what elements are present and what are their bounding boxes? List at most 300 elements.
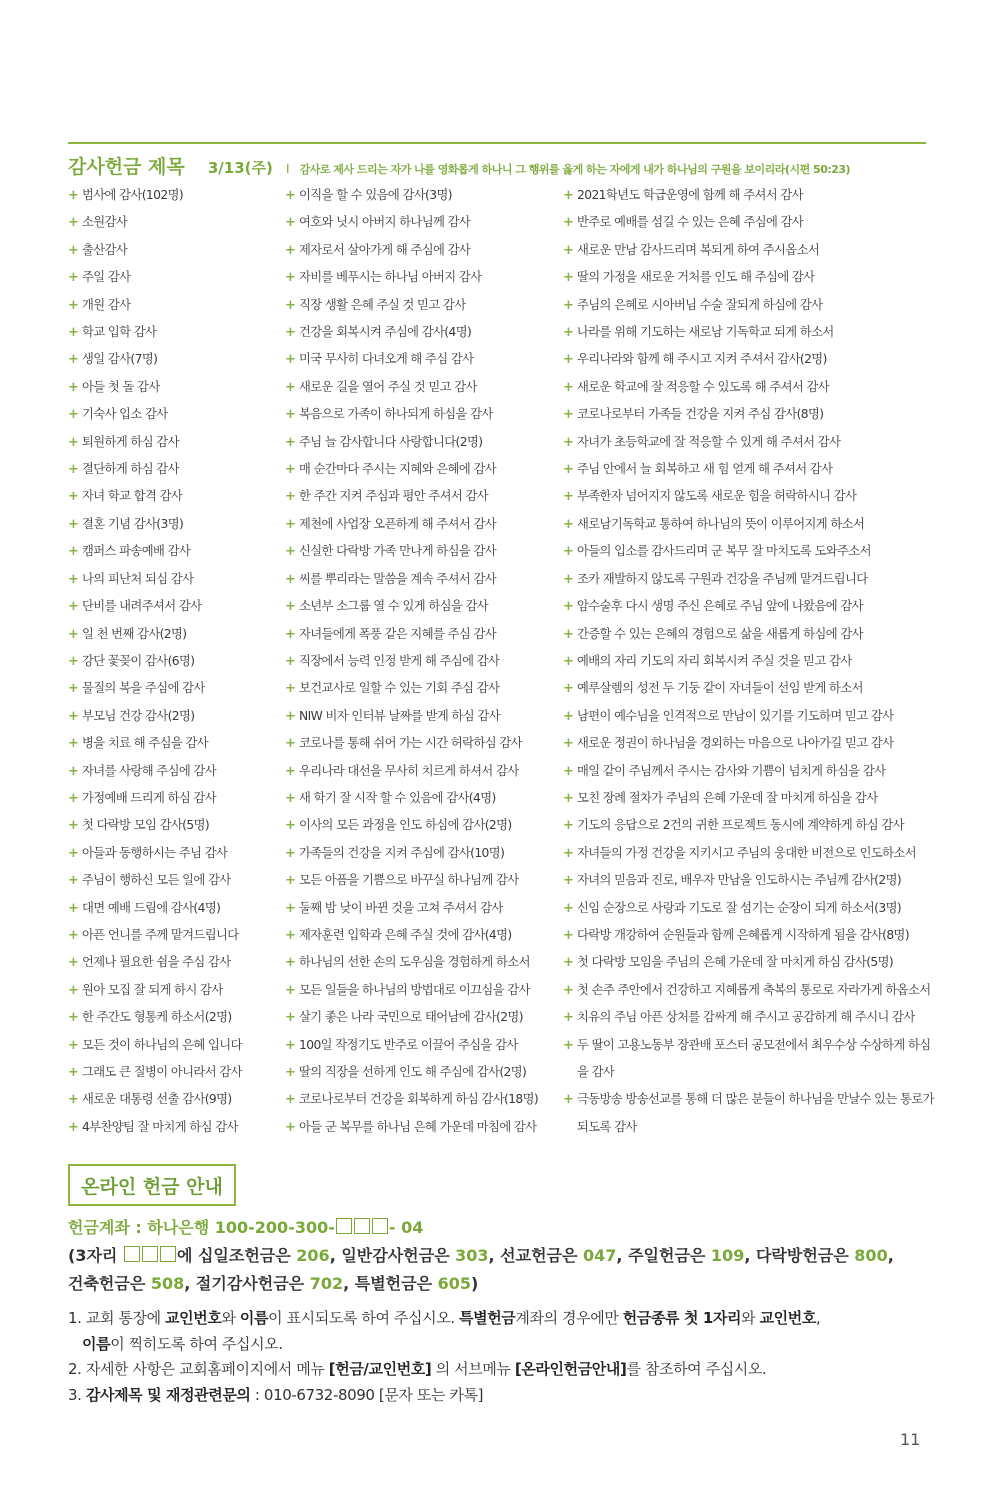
thanks-item	[563, 429, 935, 456]
plus-icon: +	[563, 516, 574, 532]
codes-text: (3자리	[68, 1246, 123, 1265]
thanks-text: 100일 작정기도 반주로 이끌어 주심을 감사	[299, 1037, 518, 1052]
plus-icon: +	[68, 790, 79, 806]
plus-icon: +	[285, 845, 296, 861]
thanks-text: 새로운 만남 감사드리며 복되게 하여 주시옵소서	[577, 242, 820, 257]
thanks-item	[68, 895, 278, 922]
plus-icon: +	[285, 1065, 296, 1080]
thanks-item	[563, 949, 935, 976]
thanks-item	[563, 319, 935, 346]
plus-icon: +	[285, 1010, 296, 1026]
thanks-text: 새로운 길을 열어 주실 것 믿고 감사	[299, 379, 477, 394]
plus-icon: +	[563, 708, 574, 724]
thanks-item	[285, 401, 555, 428]
plus-icon: +	[285, 982, 296, 998]
plus-icon: +	[285, 516, 296, 532]
note-bold: 감사제목 및 재정관련문의	[85, 1385, 251, 1404]
thanks-item	[68, 429, 278, 456]
account-info	[68, 1214, 948, 1298]
thanks-text: 개원 감사	[82, 297, 131, 312]
thanks-text: 가족들의 건강을 지켜 주심에 감사(10명)	[299, 845, 505, 860]
thanks-text: 캠퍼스 파송예배 감사	[82, 544, 191, 559]
thanks-text: 암수술후 다시 생명 주신 은혜로 주님 앞에 나왔음에 감사	[577, 599, 863, 614]
thanks-item	[563, 401, 935, 428]
thanks-item	[285, 374, 555, 401]
thanks-item	[68, 401, 278, 428]
thanks-item	[68, 1086, 278, 1113]
plus-icon: +	[285, 489, 296, 505]
plus-icon: +	[285, 242, 296, 258]
plus-icon: +	[563, 297, 574, 313]
plus-icon: +	[563, 955, 574, 971]
note-text: 이 표시되도록 하여 주십시오.	[268, 1309, 460, 1327]
thanks-text: 한 주간 지켜 주심과 평안 주셔서 감사	[299, 489, 489, 504]
thanks-text: 조카 재발하지 않도록 구원과 건강을 주님께 맡겨드립니다	[577, 571, 868, 586]
plus-icon: +	[68, 1092, 79, 1108]
account-line	[68, 1214, 948, 1242]
thanks-item	[68, 675, 278, 702]
page-number: 11	[900, 1430, 921, 1449]
thanks-text: 결혼 기념 감사(3명)	[82, 516, 184, 531]
thanks-item	[68, 840, 278, 867]
thanks-text: 주님 늘 감사합니다 사랑합니다(2명)	[299, 434, 483, 449]
thanks-item	[68, 538, 278, 565]
thanks-text: 미국 무사히 다녀오게 해 주심 감사	[299, 352, 474, 367]
thanks-text: 자비를 베푸시는 하나님 아버지 감사	[299, 270, 482, 285]
offering-codes-line-1	[68, 1242, 948, 1270]
thanks-text: 나의 피난처 되심 감사	[82, 571, 194, 586]
thanks-item	[563, 977, 935, 1004]
code-value: 800	[854, 1246, 888, 1265]
thanks-item	[285, 703, 555, 730]
note-text: 1. 교회 통장에	[68, 1309, 166, 1327]
thanks-text: 직장에서 능력 인정 받게 해 주심에 감사	[299, 653, 500, 668]
thanks-item	[285, 648, 555, 675]
note-bold: [온라인헌금안내]	[514, 1360, 627, 1378]
thanks-text: 기도의 응답으로 2건의 귀한 프로젝트 동시에 계약하게 하심 감사	[577, 818, 904, 833]
note-text: 계좌의 경우에만	[515, 1309, 623, 1327]
plus-icon: +	[563, 544, 574, 560]
thanks-text: 우리나라 대선을 무사히 치르게 하셔서 감사	[299, 763, 519, 778]
thanks-item	[563, 922, 935, 949]
plus-icon: +	[563, 434, 574, 450]
thanks-item	[285, 237, 555, 264]
thanks-text: 첫 다락방 모임 감사(5명)	[82, 818, 210, 833]
codes-text: 에 십일조헌금은	[176, 1246, 297, 1265]
plus-icon: +	[285, 407, 296, 423]
thanks-text: 매 순간마다 주시는 지혜와 은혜에 감사	[299, 462, 497, 477]
plus-icon: +	[68, 845, 79, 861]
plus-icon: +	[68, 982, 79, 998]
plus-icon: +	[68, 708, 79, 724]
thanks-item	[563, 1032, 935, 1087]
plus-icon: +	[68, 1119, 79, 1135]
thanks-text: 신임 순장으로 사랑과 기도로 잘 섬기는 순장이 되게 하소서(3명)	[577, 900, 902, 915]
plus-icon: +	[68, 516, 79, 532]
plus-icon: +	[563, 763, 574, 779]
plus-icon: +	[285, 873, 296, 889]
thanks-text: 강단 꽃꽂이 감사(6명)	[82, 653, 195, 668]
note-text: 를 참조하여 주십시오.	[626, 1360, 767, 1378]
plus-icon: +	[285, 544, 296, 560]
thanks-item	[68, 785, 278, 812]
thanks-item	[285, 566, 555, 593]
thanks-text: 자녀들에게 폭풍 같은 지혜를 주심 감사	[299, 626, 497, 641]
thanks-text: 코로나로부터 가족들 건강을 지켜 주심 감사(8명)	[577, 407, 824, 422]
blank-box	[354, 1218, 370, 1234]
thanks-item	[285, 593, 555, 620]
thanks-item	[563, 346, 935, 373]
plus-icon: +	[563, 873, 574, 889]
note-text: 와	[221, 1309, 240, 1327]
note-1	[68, 1306, 948, 1332]
section-header	[68, 152, 928, 182]
thanks-item	[285, 758, 555, 785]
account-suffix: - 04	[388, 1218, 424, 1237]
thanks-item	[563, 593, 935, 620]
plus-icon: +	[68, 955, 79, 971]
thanks-text: 씨를 뿌리라는 말씀을 계속 주셔서 감사	[299, 571, 497, 586]
codes-text: , 절기감사헌금은	[184, 1274, 310, 1293]
plus-icon: +	[68, 626, 79, 642]
plus-icon: +	[285, 215, 296, 231]
plus-icon: +	[563, 818, 574, 834]
thanks-text: 주일 감사	[82, 270, 131, 285]
thanks-text: 예루살렘의 성전 두 기둥 같이 자녀들이 선임 받게 하소서	[577, 681, 863, 696]
thanks-item	[563, 264, 935, 291]
thanks-item	[285, 292, 555, 319]
thanks-text: 아들 군 복무를 하나님 은혜 가운데 마침에 감사	[299, 1119, 537, 1134]
thanks-item	[68, 182, 278, 209]
codes-text: , 주일헌금은	[616, 1246, 711, 1265]
section-date: 3/13(주)	[207, 159, 273, 177]
thanks-text: 예배의 자리 기도의 자리 회복시켜 주실 것을 믿고 감사	[577, 653, 852, 668]
thanks-text: 직장 생활 은혜 주실 것 믿고 감사	[299, 297, 466, 312]
note-bold: 교인번호	[165, 1309, 222, 1327]
thanks-item	[563, 895, 935, 922]
thanks-item	[68, 758, 278, 785]
blank-box	[372, 1218, 388, 1234]
plus-icon: +	[563, 242, 574, 258]
thanks-item	[285, 209, 555, 236]
plus-icon: +	[285, 927, 296, 943]
plus-icon: +	[285, 434, 296, 450]
thanks-column-2	[285, 182, 555, 1141]
plus-icon: +	[285, 708, 296, 724]
thanks-text: 자녀 학교 합격 감사	[82, 489, 183, 504]
plus-icon: +	[68, 379, 79, 395]
note-2	[68, 1357, 948, 1383]
plus-icon: +	[285, 352, 296, 368]
thanks-text: 대면 예배 드림에 감사(4명)	[82, 900, 221, 915]
thanks-item	[563, 1004, 935, 1031]
thanks-text: 이사의 모든 과정을 인도 하심에 감사(2명)	[299, 818, 512, 833]
plus-icon: +	[563, 900, 574, 916]
code-value: 047	[583, 1246, 617, 1265]
thanks-text: 결단하게 하심 감사	[82, 462, 179, 477]
offering-codes-line-2	[68, 1270, 948, 1298]
thanks-item	[285, 895, 555, 922]
plus-icon: +	[285, 599, 296, 615]
plus-icon: +	[285, 790, 296, 806]
thanks-text: 딸의 직장을 선하게 인도 해 주심에 감사(2명)	[299, 1065, 527, 1079]
thanks-item	[68, 922, 278, 949]
thanks-item	[68, 566, 278, 593]
thanks-text: 2021학년도 학급운영에 함께 해 주셔서 감사	[577, 188, 803, 202]
thanks-item	[68, 209, 278, 236]
plus-icon: +	[563, 352, 574, 368]
codes-text: ,	[887, 1246, 894, 1265]
plus-icon: +	[563, 927, 574, 943]
plus-icon: +	[68, 325, 79, 341]
thanks-text: 자녀를 사랑해 주심에 감사	[82, 763, 216, 778]
plus-icon: +	[68, 489, 79, 505]
thanks-item	[285, 949, 555, 976]
thanks-text: 매일 같이 주님께서 주시는 감사와 기쁨이 넘치게 하심을 감사	[577, 763, 886, 778]
thanks-item	[68, 621, 278, 648]
note-text: : 010-6732-8090 [문자 또는 카톡]	[250, 1385, 484, 1404]
thanks-text: 주님 안에서 늘 회복하고 새 힘 얻게 해 주셔서 감사	[577, 462, 833, 477]
header-separator: I	[285, 162, 290, 176]
plus-icon: +	[68, 215, 79, 231]
thanks-item	[563, 675, 935, 702]
plus-icon: +	[285, 1092, 296, 1108]
note-bold: 헌금종류 첫 1자리	[622, 1309, 742, 1327]
thanks-text: 모든 것이 하나님의 은혜 입니다	[82, 1037, 242, 1052]
code-value: 702	[309, 1274, 344, 1293]
thanks-item	[285, 1086, 555, 1113]
thanks-text: 아픈 언니를 주께 맡겨드립니다	[82, 927, 239, 942]
thanks-item	[285, 867, 555, 894]
plus-icon: +	[68, 818, 79, 834]
thanks-text: 가정예배 드리게 하심 감사	[82, 790, 216, 805]
thanks-text: 원아 모집 잘 되게 하시 감사	[82, 982, 223, 997]
thanks-item	[285, 840, 555, 867]
thanks-text: 보건교사로 일할 수 있는 기회 주심 감사	[299, 681, 500, 696]
plus-icon: +	[285, 571, 296, 587]
thanks-text: 이직을 할 수 있음에 감사(3명)	[299, 188, 452, 202]
plus-icon: +	[563, 215, 574, 231]
thanks-text: 주님의 은혜로 시아버님 수술 잘되게 하심에 감사	[577, 297, 823, 312]
note-text: 와	[741, 1309, 760, 1327]
thanks-item	[68, 319, 278, 346]
plus-icon: +	[285, 270, 296, 286]
thanks-text: 모든 아픔을 기쁨으로 바꾸실 하나님께 감사	[299, 873, 519, 888]
top-divider	[68, 142, 926, 144]
plus-icon: +	[563, 188, 574, 203]
plus-icon: +	[68, 571, 79, 587]
thanks-text: 자녀가 초등학교에 잘 적응할 수 있게 해 주셔서 감사	[577, 434, 841, 449]
thanks-column-3	[563, 182, 935, 1141]
note-text: 의 서브메뉴	[431, 1360, 515, 1378]
thanks-item	[68, 867, 278, 894]
thanks-item	[285, 511, 555, 538]
plus-icon: +	[285, 462, 296, 478]
plus-icon: +	[285, 626, 296, 642]
thanks-item	[285, 675, 555, 702]
thanks-text: 물질의 복을 주심에 감사	[82, 681, 205, 696]
thanks-item	[563, 785, 935, 812]
thanks-item	[563, 867, 935, 894]
thanks-text: 일 천 번째 감사(2명)	[82, 626, 187, 641]
thanks-item	[68, 1114, 278, 1141]
plus-icon: +	[563, 407, 574, 423]
code-value: 109	[710, 1246, 745, 1265]
thanks-item	[68, 456, 278, 483]
plus-icon: +	[563, 982, 574, 998]
note-text: ,	[815, 1309, 821, 1327]
plus-icon: +	[563, 845, 574, 861]
thanks-text: 병을 치료 해 주심을 감사	[82, 736, 209, 751]
thanks-text: 소원감사	[82, 215, 128, 230]
thanks-text: 우리나라와 함께 해 주시고 지켜 주셔서 감사(2명)	[577, 352, 827, 367]
code-value: 303	[455, 1246, 489, 1265]
plus-icon: +	[68, 736, 79, 752]
thanks-item	[563, 182, 935, 209]
note-1-cont	[68, 1332, 948, 1358]
thanks-item	[563, 758, 935, 785]
thanks-text: 새로운 대통령 선출 감사(9명)	[82, 1092, 232, 1107]
thanks-column-1	[68, 182, 278, 1141]
thanks-item	[285, 346, 555, 373]
note-3	[68, 1383, 948, 1409]
thanks-text: 새 학기 잘 시작 할 수 있음에 감사(4명)	[299, 790, 496, 805]
note-bold: 교인번호	[759, 1309, 816, 1327]
blank-box	[336, 1218, 352, 1234]
plus-icon: +	[285, 681, 296, 697]
thanks-item	[68, 292, 278, 319]
thanks-item	[68, 812, 278, 839]
thanks-item	[563, 840, 935, 867]
thanks-item	[68, 949, 278, 976]
thanks-item	[563, 648, 935, 675]
codes-text: , 다락방헌금은	[744, 1246, 855, 1265]
bible-verse: 감사로 제사 드리는 자가 나를 영화롭게 하나니 그 행위를 옳게 하는 자에게 내가 하나님의 구원을 보이리라(시편 50:23)	[299, 163, 851, 176]
instructions	[68, 1306, 948, 1408]
thanks-text: 살기 좋은 나라 국민으로 태어남에 감사(2명)	[299, 1010, 523, 1025]
plus-icon: +	[563, 1037, 574, 1053]
thanks-text: 기숙사 입소 감사	[82, 407, 168, 422]
thanks-text: 새로운 학교에 잘 적응할 수 있도록 해 주셔서 감사	[577, 379, 830, 394]
thanks-item	[68, 648, 278, 675]
plus-icon: +	[563, 599, 574, 615]
thanks-text: 첫 손주 주안에서 건강하고 지혜롭게 축복의 통로로 자라가게 하옵소서	[577, 982, 931, 997]
plus-icon: +	[68, 270, 79, 286]
plus-icon: +	[285, 379, 296, 395]
plus-icon: +	[68, 927, 79, 943]
thanks-item	[563, 703, 935, 730]
code-value: 605	[437, 1274, 471, 1293]
plus-icon: +	[68, 681, 79, 697]
code-value: 508	[150, 1274, 185, 1293]
thanks-text: 학교 입학 감사	[82, 325, 157, 340]
thanks-text: 첫 다락방 모임을 주님의 은혜 가운데 잘 마치게 하심 감사(5명)	[577, 955, 894, 970]
thanks-item	[68, 511, 278, 538]
thanks-item	[68, 703, 278, 730]
plus-icon: +	[68, 599, 79, 615]
thanks-item	[563, 812, 935, 839]
thanks-text: 새로운 정권이 하나님을 경외하는 마음으로 나아가길 믿고 감사	[577, 736, 894, 751]
thanks-text: 둘째 밤 낮이 바뀐 것을 고쳐 주셔서 감사	[299, 900, 503, 915]
code-value: 206	[296, 1246, 330, 1265]
thanks-item	[563, 483, 935, 510]
plus-icon: +	[68, 352, 79, 368]
thanks-item	[563, 511, 935, 538]
plus-icon: +	[563, 571, 574, 587]
thanks-item	[285, 1032, 555, 1059]
thanks-item	[68, 374, 278, 401]
thanks-text: 범사에 감사(102명)	[82, 188, 184, 202]
thanks-item	[563, 538, 935, 565]
section-title: 감사헌금 제목	[68, 156, 185, 178]
blank-box	[160, 1246, 176, 1262]
plus-icon: +	[285, 955, 296, 971]
codes-text: , 선교헌금은	[488, 1246, 584, 1265]
thanks-text: 제자훈련 입학과 은혜 주실 것에 감사(4명)	[299, 927, 512, 942]
note-text: 이 찍히도록 하여 주십시오.	[110, 1334, 283, 1353]
plus-icon: +	[563, 681, 574, 697]
thanks-text: 출산감사	[82, 242, 128, 257]
thanks-item	[68, 1059, 278, 1086]
plus-icon: +	[563, 270, 574, 286]
thanks-text: 아들과 동행하시는 주님 감사	[82, 845, 228, 860]
thanks-item	[285, 1059, 555, 1086]
thanks-text: 모든 일들을 하나님의 방법대로 이끄심을 감사	[299, 982, 530, 997]
note-bold: [헌금/교인번호]	[328, 1360, 432, 1378]
thanks-item	[285, 730, 555, 757]
thanks-item	[285, 1114, 555, 1141]
plus-icon: +	[563, 489, 574, 505]
thanks-text: 자녀들의 가정 건강을 지키시고 주님의 웅대한 비전으로 인도하소서	[577, 845, 916, 860]
thanks-text: 딸의 가정을 새로운 거처를 인도 해 주심에 감사	[577, 270, 815, 285]
plus-icon: +	[563, 1010, 574, 1026]
plus-icon: +	[285, 763, 296, 779]
thanks-text: 치유의 주님 아픈 상처를 감싸게 해 주시고 공감하게 해 주시니 감사	[577, 1010, 915, 1025]
blank-box	[124, 1246, 140, 1262]
thanks-item	[563, 1086, 935, 1141]
thanks-item	[563, 730, 935, 757]
thanks-text: 주님이 행하신 모든 일에 감사	[82, 873, 231, 888]
note-text: 3.	[68, 1385, 86, 1404]
online-offering-title: 온라인 헌금 안내	[68, 1164, 236, 1206]
thanks-text: 아들의 입소를 감사드리며 군 복무 잘 마치도록 도와주소서	[577, 544, 871, 559]
thanks-text: 간증할 수 있는 은혜의 경험으로 삶을 새롭게 하심에 감사	[577, 626, 863, 641]
thanks-item	[285, 812, 555, 839]
thanks-item	[68, 593, 278, 620]
thanks-item	[68, 483, 278, 510]
thanks-item	[68, 730, 278, 757]
plus-icon: +	[563, 462, 574, 478]
plus-icon: +	[68, 407, 79, 423]
thanks-item	[285, 977, 555, 1004]
plus-icon: +	[68, 242, 79, 258]
thanks-text: 극동방송 방송선교를 통해 더 많은 분들이 하나님을 만날수 있는 통로가 되도록 감사	[577, 1092, 934, 1134]
thanks-text: 신실한 다락방 가족 만나게 하심을 감사	[299, 544, 497, 559]
note-bold: 이름	[82, 1334, 111, 1353]
thanks-text: 하나님의 선한 손의 도우심을 경험하게 하소서	[299, 955, 530, 970]
thanks-item	[68, 264, 278, 291]
thanks-item	[285, 538, 555, 565]
plus-icon: +	[563, 379, 574, 395]
plus-icon: +	[285, 297, 296, 313]
thanks-text: 반주로 예배를 섬길 수 있는 은혜 주심에 감사	[577, 215, 804, 230]
thanks-item	[285, 1004, 555, 1031]
thanks-text: 코로나로부터 건강을 회복하게 하심 감사(18명)	[299, 1092, 539, 1107]
thanks-text: NIW 비자 인터뷰 날짜를 받게 하심 감사	[299, 708, 500, 723]
plus-icon: +	[285, 1037, 296, 1053]
thanks-item	[68, 237, 278, 264]
thanks-text: 새로남기독학교 통하여 하나님의 뜻이 이루어지게 하소서	[577, 516, 865, 531]
